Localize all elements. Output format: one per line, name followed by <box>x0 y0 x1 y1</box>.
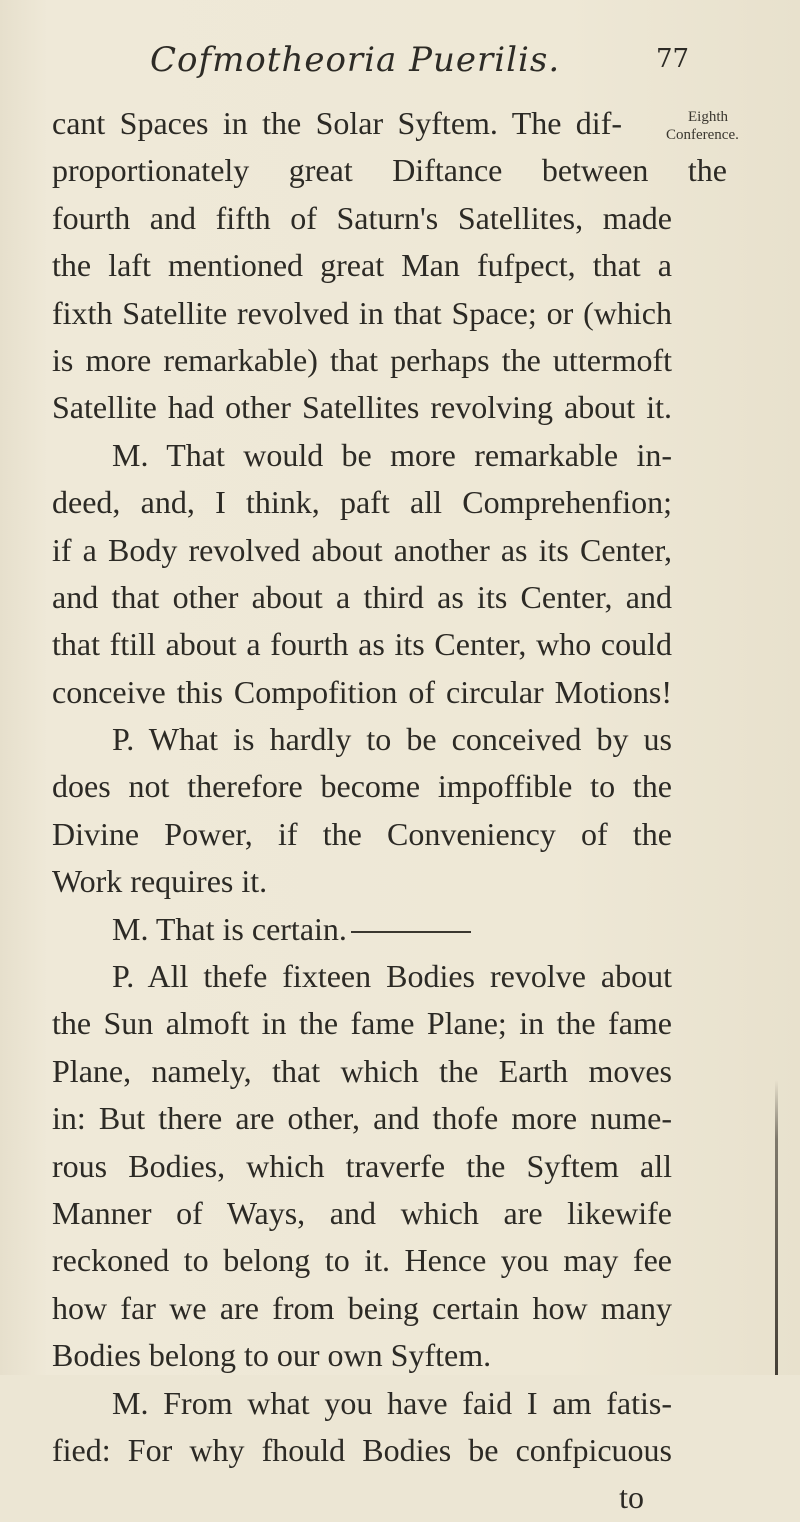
text-line: P. All thefe fixteen Bodies revolve about <box>112 958 672 995</box>
text-line: in: But there are other, and thofe more nume- <box>52 1100 672 1137</box>
text-line: reckoned to belong to it. Hence you may fee <box>52 1242 672 1279</box>
text-line: and that other about a third as its Center, and <box>52 578 672 615</box>
text-line: the laft mentioned great Man fufpect, that a <box>52 247 672 284</box>
text-line: rous Bodies, which traverfe the Syftem all <box>52 1147 672 1184</box>
text-line: M. That would be more remarkable in- <box>112 436 672 473</box>
text-line: conceive this Compofition of circular Motions! <box>52 673 672 710</box>
page-number: 77 <box>656 44 690 74</box>
margin-note-line: Eighth <box>688 109 728 125</box>
text-line: if a Body revolved about another as its Center, <box>52 531 672 568</box>
catchword: to <box>619 1479 644 1516</box>
margin-note-line: Conference. <box>666 127 739 143</box>
text-line: fied: For why fhould Bodies be confpicuous <box>52 1431 672 1468</box>
text-line: fourth and fifth of Saturn's Satellites, made <box>52 199 672 236</box>
text-line: does not therefore become impoffible to the <box>52 768 672 805</box>
running-head <box>0 40 800 80</box>
text-line-content: M. That is certain. <box>112 910 347 947</box>
text-line <box>52 906 672 953</box>
text-line: M. From what you have faid I am fatis- <box>112 1384 672 1421</box>
running-title: Cofmotheoria Puerilis. <box>150 40 561 80</box>
text-line: fixth Satellite revolved in that Space; or (which <box>52 294 672 331</box>
text-line: deed, and, I think, paft all Comprehenfion; <box>52 484 672 521</box>
text-line: cant Spaces in the Solar Syftem. The dif- <box>52 105 622 141</box>
text-line: Divine Power, if the Conveniency of the <box>52 815 672 852</box>
text-line: Work requires it. <box>52 863 268 900</box>
text-line: Bodies belong to our own Syftem. <box>52 1337 492 1374</box>
text-line: is more remarkable) that perhaps the uttermoft <box>52 341 672 378</box>
page-edge-shadow <box>775 1080 778 1375</box>
text-line: Plane, namely, that which the Earth moves <box>52 1052 672 1089</box>
text-line: that ftill about a fourth as its Center, who could <box>52 626 672 663</box>
text-line: P. What is hardly to be conceived by us <box>112 721 672 758</box>
text-line: proportionately great Diftance between the <box>52 152 727 189</box>
text-line: how far we are from being certain how many <box>52 1289 672 1326</box>
text-line: Satellite had other Satellites revolving about it. <box>52 389 672 426</box>
text-line: the Sun almoft in the fame Plane; in the fame <box>52 1005 672 1042</box>
dash-rule <box>351 931 471 933</box>
text-line: Manner of Ways, and which are likewife <box>52 1194 672 1231</box>
body-text <box>52 100 732 1522</box>
